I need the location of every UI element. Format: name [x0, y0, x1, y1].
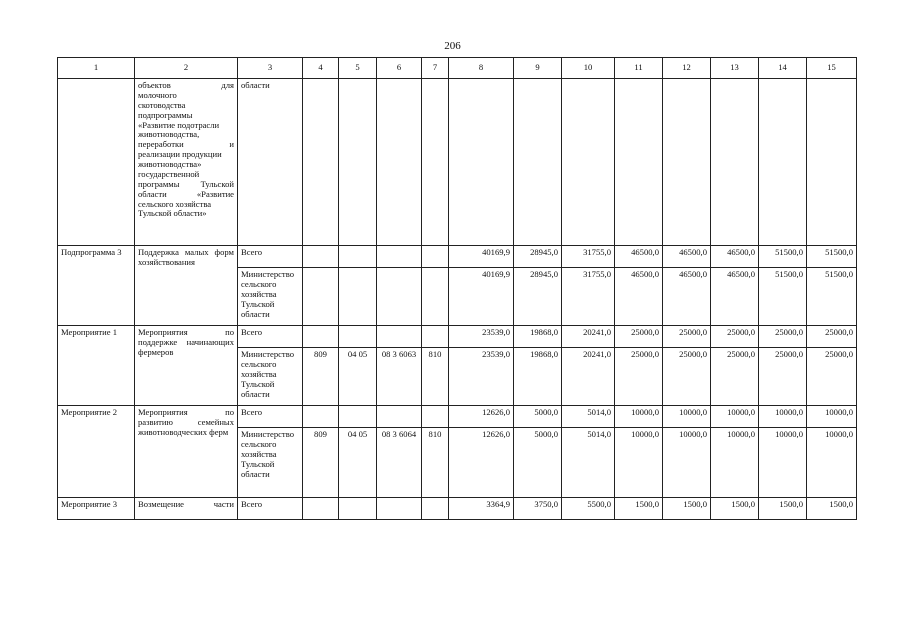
empty-cell: [562, 79, 615, 246]
value-cell: 12626,0: [449, 428, 514, 498]
value-cell: 25000,0: [711, 326, 759, 348]
empty-cell: [339, 79, 377, 246]
name-line: объектов для: [138, 80, 234, 90]
value-cell: 25000,0: [807, 326, 857, 348]
value-cell: 10000,0: [711, 406, 759, 428]
row-name: Поддержка малых форм хозяйствования: [135, 246, 238, 326]
value-cell: 12626,0: [449, 406, 514, 428]
value-cell: 31755,0: [562, 268, 615, 326]
empty-cell: [807, 79, 857, 246]
value-cell: 46500,0: [663, 246, 711, 268]
value-cell: 5000,0: [514, 428, 562, 498]
value-cell: 23539,0: [449, 348, 514, 406]
empty-cell: [339, 406, 377, 428]
column-header: 8: [449, 58, 514, 79]
total-label: Всего: [238, 406, 303, 428]
value-cell: 28945,0: [514, 268, 562, 326]
name-line: реализации продукции: [138, 149, 222, 160]
value-cell: 46500,0: [615, 268, 663, 326]
column-header: 6: [377, 58, 422, 79]
name-line: подпрограммы: [138, 109, 193, 120]
name-line: области «Развитие: [138, 188, 234, 199]
table-row: [58, 246, 857, 268]
code-cell: 809: [303, 428, 339, 498]
empty-cell: [303, 246, 339, 268]
code-cell: [422, 268, 449, 326]
column-header: 10: [562, 58, 615, 79]
column-header: 7: [422, 58, 449, 79]
empty-cell: [303, 79, 339, 246]
empty-cell: [377, 326, 422, 348]
row-name: Возмещение части: [135, 498, 238, 520]
row-name: Мероприятия по развитию семейных животноводческих ферм: [135, 406, 238, 498]
empty-cell: [377, 246, 422, 268]
empty-cell: [615, 79, 663, 246]
row-label: Подпрограмма 3: [58, 246, 135, 326]
total-label: Всего: [238, 246, 303, 268]
value-cell: 5000,0: [514, 406, 562, 428]
value-cell: 5014,0: [562, 406, 615, 428]
budget-table: [57, 57, 857, 520]
empty-cell: [711, 79, 759, 246]
value-cell: 46500,0: [663, 268, 711, 326]
table-row: [58, 406, 857, 428]
name-line: животноводства,: [138, 129, 200, 140]
empty-cell: [449, 79, 514, 246]
column-header: 9: [514, 58, 562, 79]
value-cell: 1500,0: [759, 498, 807, 520]
value-cell: 1500,0: [615, 498, 663, 520]
code-cell: [339, 268, 377, 326]
empty-cell: [422, 246, 449, 268]
empty-cell: [303, 498, 339, 520]
column-header: 4: [303, 58, 339, 79]
executor-cell: Министерство сельского хозяйства Тульской области: [238, 428, 303, 498]
value-cell: 10000,0: [807, 406, 857, 428]
empty-cell: [514, 79, 562, 246]
column-number-row: [58, 58, 857, 79]
value-cell: 5500,0: [562, 498, 615, 520]
value-cell: 46500,0: [711, 246, 759, 268]
table-row: [58, 498, 857, 520]
value-cell: 19868,0: [514, 348, 562, 406]
value-cell: 46500,0: [615, 246, 663, 268]
total-label: Всего: [238, 498, 303, 520]
value-cell: 25000,0: [759, 348, 807, 406]
name-line: программы Тульской: [138, 178, 234, 189]
code-cell: 810: [422, 428, 449, 498]
empty-cell: [377, 406, 422, 428]
continuation-row: [58, 79, 857, 246]
value-cell: 31755,0: [562, 246, 615, 268]
value-cell: 10000,0: [615, 428, 663, 498]
row-label: Мероприятие 3: [58, 498, 135, 520]
name-line: молочного: [138, 89, 177, 100]
value-cell: 25000,0: [663, 348, 711, 406]
column-header: 12: [663, 58, 711, 79]
empty-cell: [303, 406, 339, 428]
value-cell: 1500,0: [663, 498, 711, 520]
name-line: переработки и: [138, 139, 234, 150]
value-cell: 25000,0: [711, 348, 759, 406]
empty-cell: [759, 79, 807, 246]
page-number: 206: [444, 40, 461, 52]
row-label: Мероприятие 1: [58, 326, 135, 406]
table-row: [58, 326, 857, 348]
column-header: 1: [58, 58, 135, 79]
value-cell: 25000,0: [663, 326, 711, 348]
column-header: 3: [238, 58, 303, 79]
name-line: сельского хозяйства: [138, 198, 212, 209]
value-cell: 10000,0: [759, 406, 807, 428]
value-cell: 46500,0: [711, 268, 759, 326]
code-cell: 08 3 6063: [377, 348, 422, 406]
column-header: 13: [711, 58, 759, 79]
name-line: «Развитие подотрасли: [138, 119, 220, 130]
column-header: 15: [807, 58, 857, 79]
value-cell: 23539,0: [449, 326, 514, 348]
name-cell: [135, 79, 238, 246]
value-cell: 51500,0: [807, 268, 857, 326]
executor-cell: Министерство сельского хозяйства Тульской области: [238, 348, 303, 406]
label-cell: [58, 79, 135, 246]
value-cell: 51500,0: [759, 268, 807, 326]
value-cell: 10000,0: [663, 406, 711, 428]
value-cell: 3364,9: [449, 498, 514, 520]
empty-cell: [422, 79, 449, 246]
code-cell: [377, 268, 422, 326]
empty-cell: [422, 326, 449, 348]
row-label: Мероприятие 2: [58, 406, 135, 498]
column-header: 2: [135, 58, 238, 79]
value-cell: 1500,0: [807, 498, 857, 520]
value-cell: 10000,0: [807, 428, 857, 498]
empty-cell: [339, 326, 377, 348]
empty-cell: [339, 246, 377, 268]
code-cell: [303, 268, 339, 326]
empty-cell: [377, 498, 422, 520]
empty-cell: [377, 79, 422, 246]
name-line: Тульской области»: [138, 208, 207, 219]
total-label: Всего: [238, 326, 303, 348]
code-cell: 810: [422, 348, 449, 406]
code-cell: 04 05: [339, 428, 377, 498]
empty-cell: [422, 498, 449, 520]
column-header: 5: [339, 58, 377, 79]
value-cell: 1500,0: [711, 498, 759, 520]
column-header: 11: [615, 58, 663, 79]
code-cell: 04 05: [339, 348, 377, 406]
empty-cell: [422, 406, 449, 428]
value-cell: 10000,0: [615, 406, 663, 428]
value-cell: 25000,0: [615, 326, 663, 348]
value-cell: 3750,0: [514, 498, 562, 520]
executor-cell: области: [238, 79, 303, 246]
value-cell: 51500,0: [759, 246, 807, 268]
value-cell: 10000,0: [663, 428, 711, 498]
name-line: животноводства»: [138, 159, 202, 169]
row-name: Мероприятия по поддержке начинающих фермеров: [135, 326, 238, 406]
value-cell: 20241,0: [562, 326, 615, 348]
name-line: скотоводства: [138, 99, 186, 110]
value-cell: 10000,0: [711, 428, 759, 498]
empty-cell: [303, 326, 339, 348]
value-cell: 25000,0: [807, 348, 857, 406]
value-cell: 25000,0: [759, 326, 807, 348]
code-cell: 809: [303, 348, 339, 406]
value-cell: 25000,0: [615, 348, 663, 406]
code-cell: 08 3 6064: [377, 428, 422, 498]
value-cell: 20241,0: [562, 348, 615, 406]
value-cell: 10000,0: [759, 428, 807, 498]
value-cell: 40169,9: [449, 268, 514, 326]
column-header: 14: [759, 58, 807, 79]
empty-cell: [663, 79, 711, 246]
value-cell: 19868,0: [514, 326, 562, 348]
executor-cell: Министерство сельского хозяйства Тульской области: [238, 268, 303, 326]
value-cell: 28945,0: [514, 246, 562, 268]
value-cell: 51500,0: [807, 246, 857, 268]
empty-cell: [339, 498, 377, 520]
value-cell: 40169,9: [449, 246, 514, 268]
name-line: государственной: [138, 168, 200, 179]
value-cell: 5014,0: [562, 428, 615, 498]
